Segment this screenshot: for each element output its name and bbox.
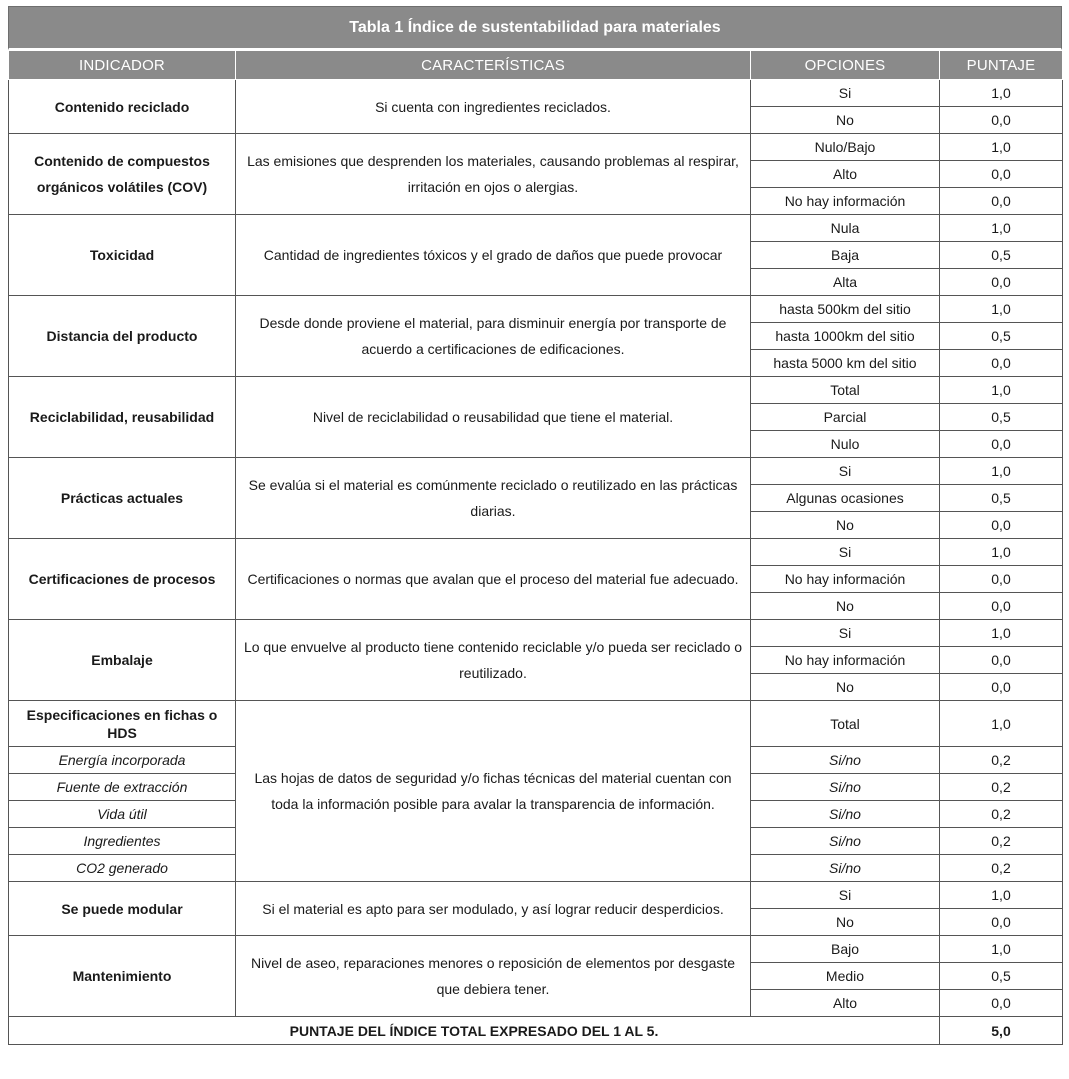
header-indicador: INDICADOR <box>9 51 236 80</box>
table-row <box>9 620 1063 647</box>
option-cell: Si <box>751 80 940 107</box>
header-row <box>9 51 1063 80</box>
sustainability-table-container <box>8 6 1062 1045</box>
indicator-cell: Toxicidad <box>9 215 236 296</box>
score-cell: 0,0 <box>940 512 1063 539</box>
characteristics-cell: Si el material es apto para ser modulado, y así lograr reducir desperdicios. <box>236 882 751 936</box>
sub-indicator-cell: Vida útil <box>9 801 236 828</box>
option-cell: Algunas ocasiones <box>751 485 940 512</box>
characteristics-cell: Las emisiones que desprenden los materiales, causando problemas al respirar, irritación en ojos o alergias. <box>236 134 751 215</box>
score-cell: 0,0 <box>940 188 1063 215</box>
score-cell: 1,0 <box>940 701 1063 747</box>
table-row <box>9 936 1063 963</box>
option-cell: Si/no <box>751 801 940 828</box>
option-cell: Si <box>751 620 940 647</box>
score-cell: 0,5 <box>940 963 1063 990</box>
characteristics-cell: Lo que envuelve al producto tiene contenido reciclable y/o pueda ser reciclado o reutilizado. <box>236 620 751 701</box>
option-cell: Nulo <box>751 431 940 458</box>
characteristics-cell: Nivel de aseo, reparaciones menores o reposición de elementos por desgaste que debiera tener. <box>236 936 751 1017</box>
option-cell: Total <box>751 377 940 404</box>
characteristics-cell: Certificaciones o normas que avalan que el proceso del material fue adecuado. <box>236 539 751 620</box>
score-cell: 0,0 <box>940 269 1063 296</box>
option-cell: Alto <box>751 161 940 188</box>
option-cell: No <box>751 909 940 936</box>
score-cell: 1,0 <box>940 215 1063 242</box>
score-cell: 0,2 <box>940 801 1063 828</box>
indicator-cell: Se puede modular <box>9 882 236 936</box>
option-cell: hasta 5000 km del sitio <box>751 350 940 377</box>
option-cell: No <box>751 107 940 134</box>
table-row <box>9 80 1063 107</box>
table-row <box>9 377 1063 404</box>
score-cell: 0,0 <box>940 593 1063 620</box>
score-cell: 0,0 <box>940 350 1063 377</box>
table-row <box>9 134 1063 161</box>
score-cell: 0,0 <box>940 107 1063 134</box>
score-cell: 1,0 <box>940 377 1063 404</box>
score-cell: 1,0 <box>940 134 1063 161</box>
indicator-cell: Mantenimiento <box>9 936 236 1017</box>
score-cell: 0,5 <box>940 323 1063 350</box>
sustainability-index-table <box>8 50 1063 1045</box>
score-cell: 0,0 <box>940 566 1063 593</box>
score-cell: 0,0 <box>940 990 1063 1017</box>
indicator-cell: Embalaje <box>9 620 236 701</box>
score-cell: 0,0 <box>940 909 1063 936</box>
score-cell: 0,0 <box>940 161 1063 188</box>
option-cell: Si <box>751 539 940 566</box>
characteristics-cell: Las hojas de datos de seguridad y/o fichas técnicas del material cuentan con toda la información posible para avalar la transparencia de información. <box>236 701 751 882</box>
option-cell: Si/no <box>751 855 940 882</box>
header-caracteristicas: CARACTERÍSTICAS <box>236 51 751 80</box>
score-cell: 0,2 <box>940 747 1063 774</box>
option-cell: No hay información <box>751 566 940 593</box>
score-cell: 0,5 <box>940 485 1063 512</box>
header-puntaje: PUNTAJE <box>940 51 1063 80</box>
characteristics-cell: Se evalúa si el material es comúnmente reciclado o reutilizado en las prácticas diarias. <box>236 458 751 539</box>
option-cell: No <box>751 674 940 701</box>
characteristics-cell: Nivel de reciclabilidad o reusabilidad que tiene el material. <box>236 377 751 458</box>
option-cell: Alto <box>751 990 940 1017</box>
score-cell: 0,5 <box>940 404 1063 431</box>
score-cell: 0,5 <box>940 242 1063 269</box>
sub-indicator-cell: Ingredientes <box>9 828 236 855</box>
indicator-cell: Certificaciones de procesos <box>9 539 236 620</box>
option-cell: Si <box>751 882 940 909</box>
characteristics-cell: Desde donde proviene el material, para disminuir energía por transporte de acuerdo a certificaciones de edificaciones. <box>236 296 751 377</box>
score-cell: 1,0 <box>940 296 1063 323</box>
option-cell: hasta 500km del sitio <box>751 296 940 323</box>
characteristics-cell: Si cuenta con ingredientes reciclados. <box>236 80 751 134</box>
score-cell: 1,0 <box>940 936 1063 963</box>
option-cell: Alta <box>751 269 940 296</box>
score-cell: 1,0 <box>940 882 1063 909</box>
option-cell: Medio <box>751 963 940 990</box>
table-body <box>9 80 1063 1045</box>
option-cell: No hay información <box>751 188 940 215</box>
indicator-cell: Reciclabilidad, reusabilidad <box>9 377 236 458</box>
score-cell: 1,0 <box>940 620 1063 647</box>
score-cell: 0,2 <box>940 855 1063 882</box>
table-title: Tabla 1 Índice de sustentabilidad para materiales <box>8 6 1062 50</box>
characteristics-cell: Cantidad de ingredientes tóxicos y el grado de daños que puede provocar <box>236 215 751 296</box>
indicator-cell: Prácticas actuales <box>9 458 236 539</box>
option-cell: Total <box>751 701 940 747</box>
option-cell: No <box>751 593 940 620</box>
indicator-cell: Contenido reciclado <box>9 80 236 134</box>
table-row <box>9 458 1063 485</box>
option-cell: Si <box>751 458 940 485</box>
option-cell: Parcial <box>751 404 940 431</box>
total-label: PUNTAJE DEL ÍNDICE TOTAL EXPRESADO DEL 1 AL 5. <box>9 1017 940 1045</box>
option-cell: Si/no <box>751 828 940 855</box>
option-cell: Bajo <box>751 936 940 963</box>
score-cell: 0,2 <box>940 828 1063 855</box>
score-cell: 1,0 <box>940 458 1063 485</box>
score-cell: 1,0 <box>940 80 1063 107</box>
score-cell: 0,0 <box>940 431 1063 458</box>
option-cell: No <box>751 512 940 539</box>
option-cell: Si/no <box>751 774 940 801</box>
total-value: 5,0 <box>940 1017 1063 1045</box>
option-cell: hasta 1000km del sitio <box>751 323 940 350</box>
option-cell: Nulo/Bajo <box>751 134 940 161</box>
table-row <box>9 539 1063 566</box>
sub-indicator-cell: Fuente de extracción <box>9 774 236 801</box>
table-row <box>9 296 1063 323</box>
total-row <box>9 1017 1063 1045</box>
indicator-cell: Especificaciones en fichas o HDS <box>9 701 236 747</box>
option-cell: Baja <box>751 242 940 269</box>
sub-indicator-cell: Energía incorporada <box>9 747 236 774</box>
option-cell: Si/no <box>751 747 940 774</box>
indicator-cell: Contenido de compuestos orgánicos volátiles (COV) <box>9 134 236 215</box>
indicator-cell: Distancia del producto <box>9 296 236 377</box>
table-row <box>9 215 1063 242</box>
header-opciones: OPCIONES <box>751 51 940 80</box>
score-cell: 0,2 <box>940 774 1063 801</box>
option-cell: Nula <box>751 215 940 242</box>
table-row <box>9 882 1063 909</box>
score-cell: 0,0 <box>940 674 1063 701</box>
table-row <box>9 701 1063 747</box>
sub-indicator-cell: CO2 generado <box>9 855 236 882</box>
score-cell: 1,0 <box>940 539 1063 566</box>
option-cell: No hay información <box>751 647 940 674</box>
score-cell: 0,0 <box>940 647 1063 674</box>
